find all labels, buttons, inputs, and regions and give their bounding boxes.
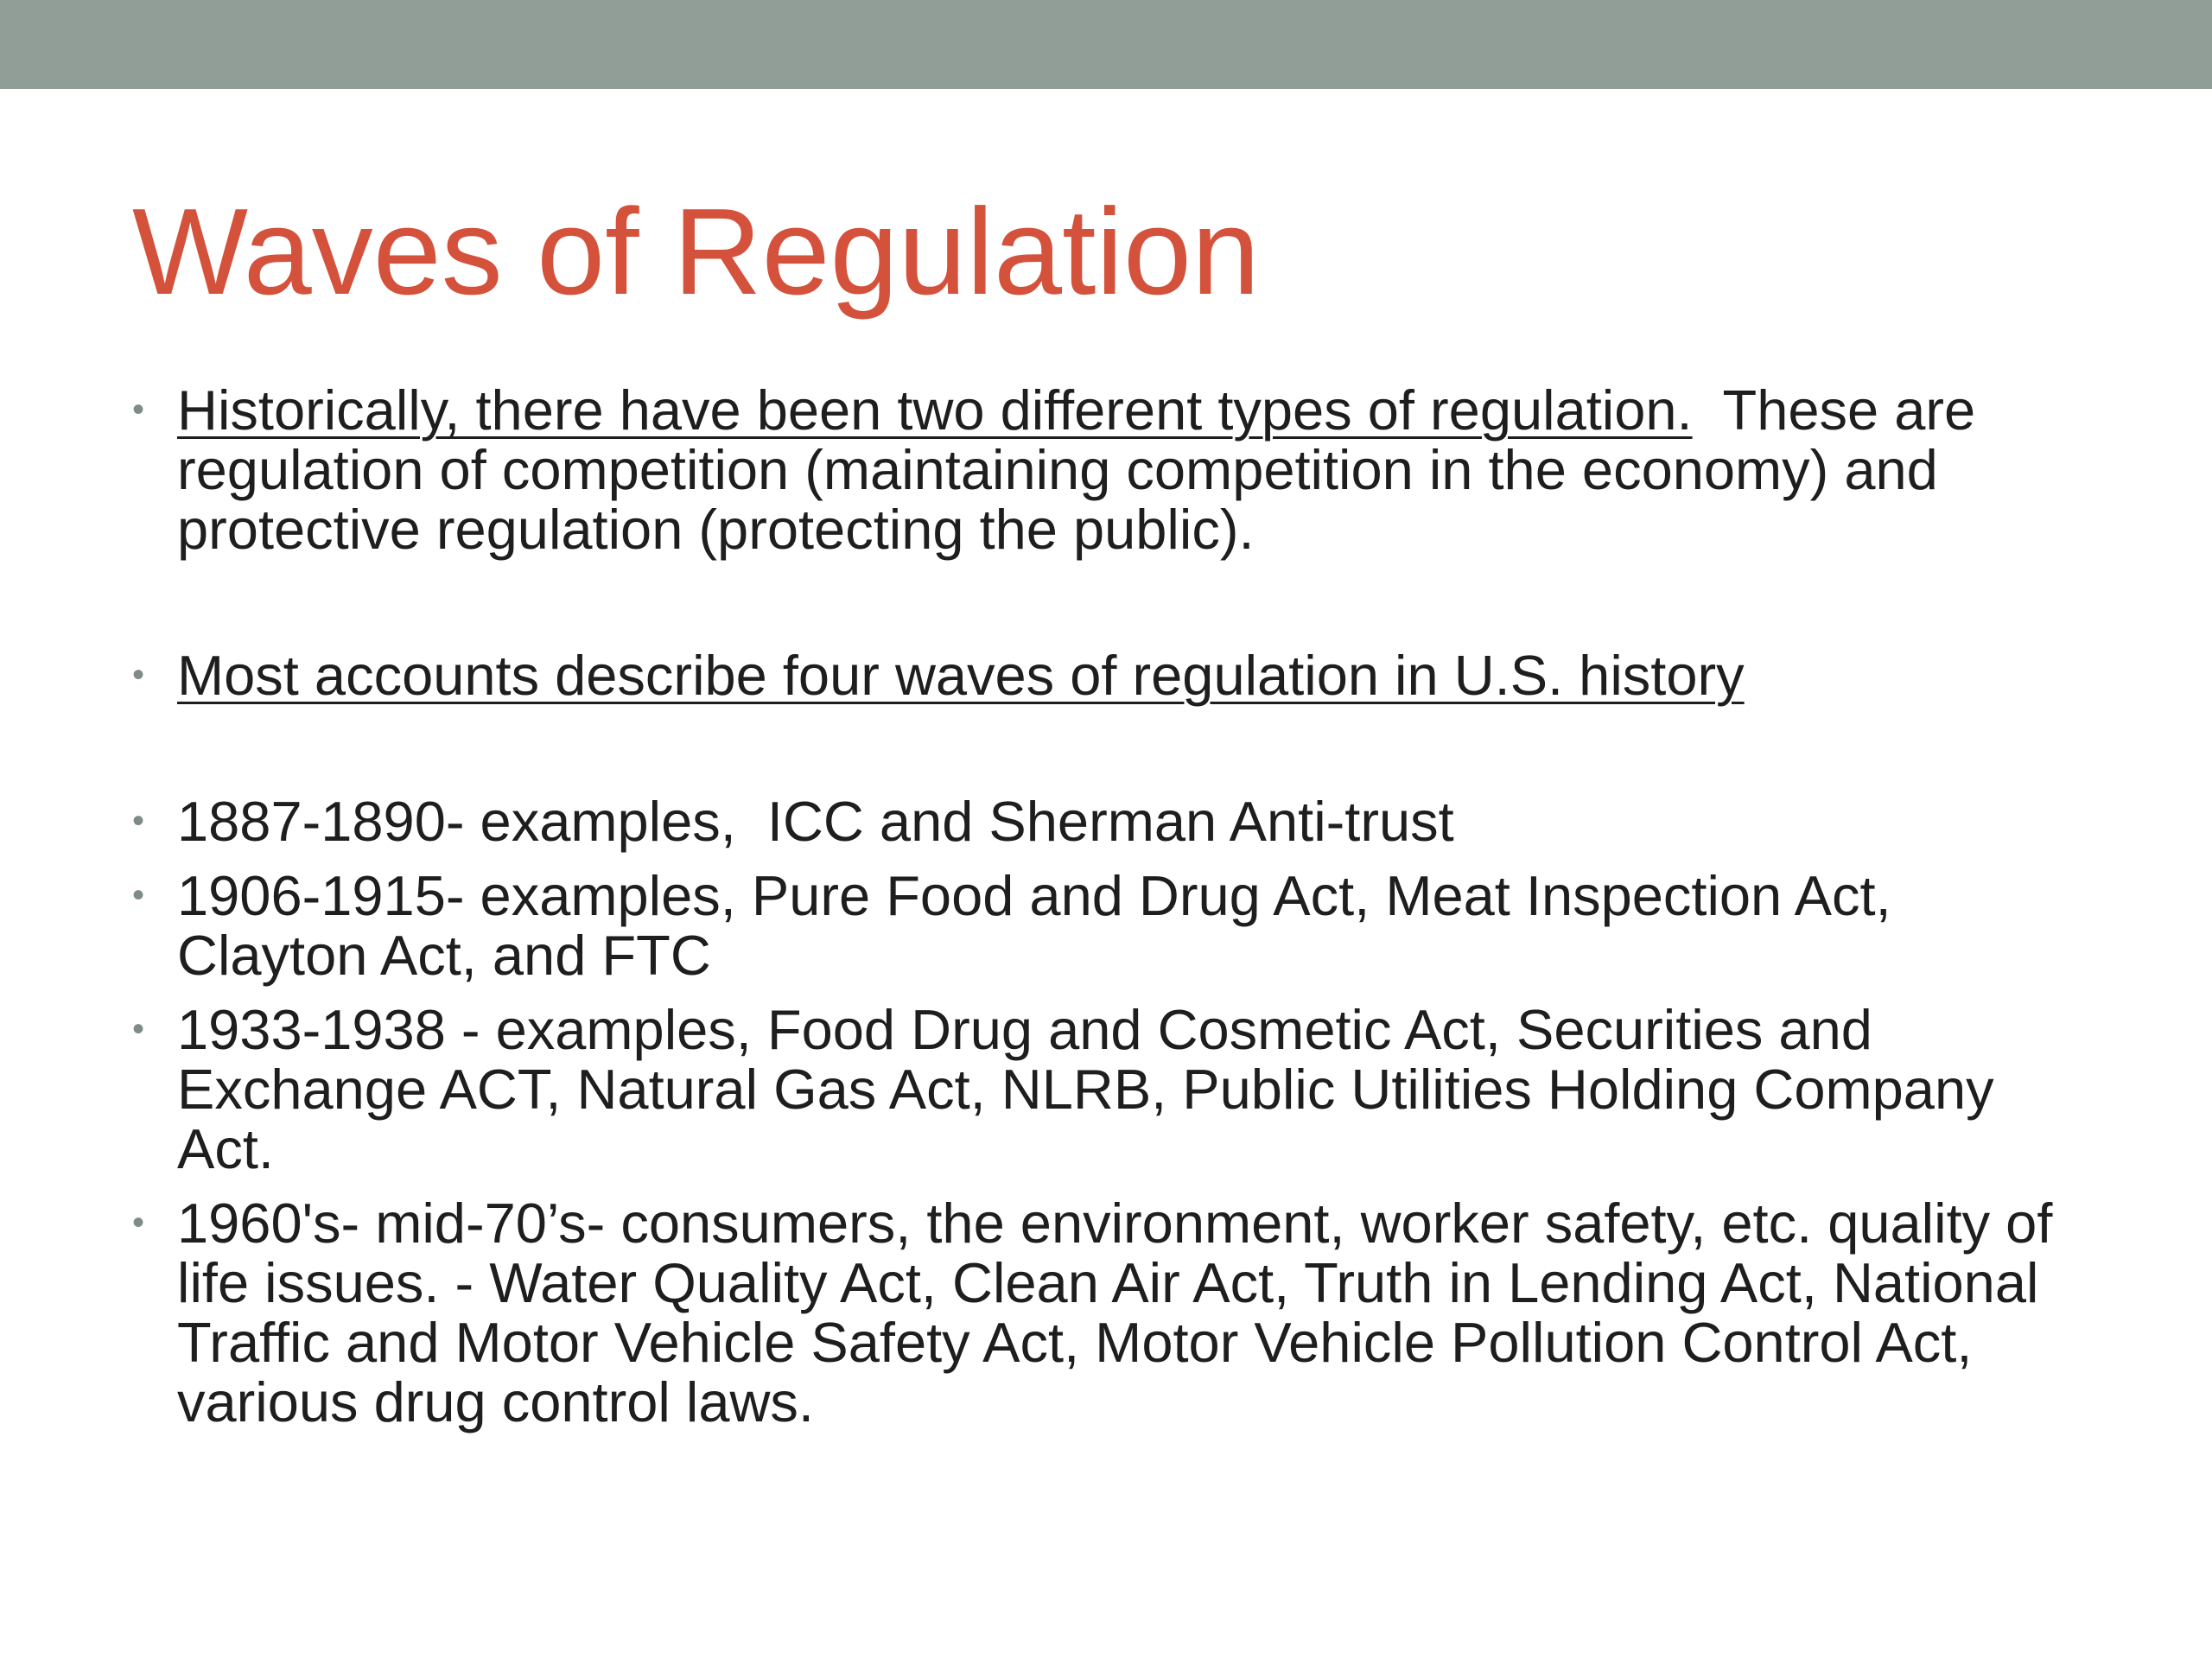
slide-title: Waves of Regulation <box>132 183 1260 321</box>
bullet-text: These are regulation of competition (maintaining competition in the economy) and protective regulation (protecting the public). <box>177 378 1992 561</box>
bullet-icon: • <box>132 656 145 694</box>
bullet-item <box>130 1000 2091 1179</box>
bullet-text: 1933-1938 - examples, Food Drug and Cosmetic Act, Securities and Exchange ACT, Natural Gas Act, NLRB, Public Utilities Holding Company Act. <box>177 998 1994 1180</box>
bullet-underlined-text: Most accounts describe four waves of regulation in U.S. history <box>177 644 1745 707</box>
bullet-item <box>130 791 2091 851</box>
bullet-text: 1906-1915- examples, Pure Food and Drug Act, Meat Inspection Act, Clayton Act, and FTC <box>177 864 1891 987</box>
bullet-item <box>130 645 2091 705</box>
bullet-item <box>130 1193 2091 1432</box>
bullet-icon: • <box>132 1010 145 1048</box>
bullet-text: 1960's- mid-70’s- consumers, the environment, worker safety, etc. quality of life issues. - Water Quality Act, Clean Air Act, Truth in Lending Act, National Traffic and Motor Vehicle Safety Act, Motor Vehicle Pollution Control Act, various drug control laws. <box>177 1192 2053 1433</box>
bullet-underlined-text: Historically, there have been two different types of regulation. <box>177 378 1693 442</box>
bullet-text: 1887-1890- examples, ICC and Sherman Anti-trust <box>177 790 1454 853</box>
bullet-item <box>130 866 2091 985</box>
bullet-item <box>130 380 2091 559</box>
bullet-icon: • <box>132 876 145 914</box>
bullet-icon: • <box>132 391 145 429</box>
bullet-icon: • <box>132 1204 145 1242</box>
bullet-icon: • <box>132 802 145 840</box>
bullet-list <box>130 380 2091 1432</box>
top-accent-bar <box>0 0 2212 89</box>
